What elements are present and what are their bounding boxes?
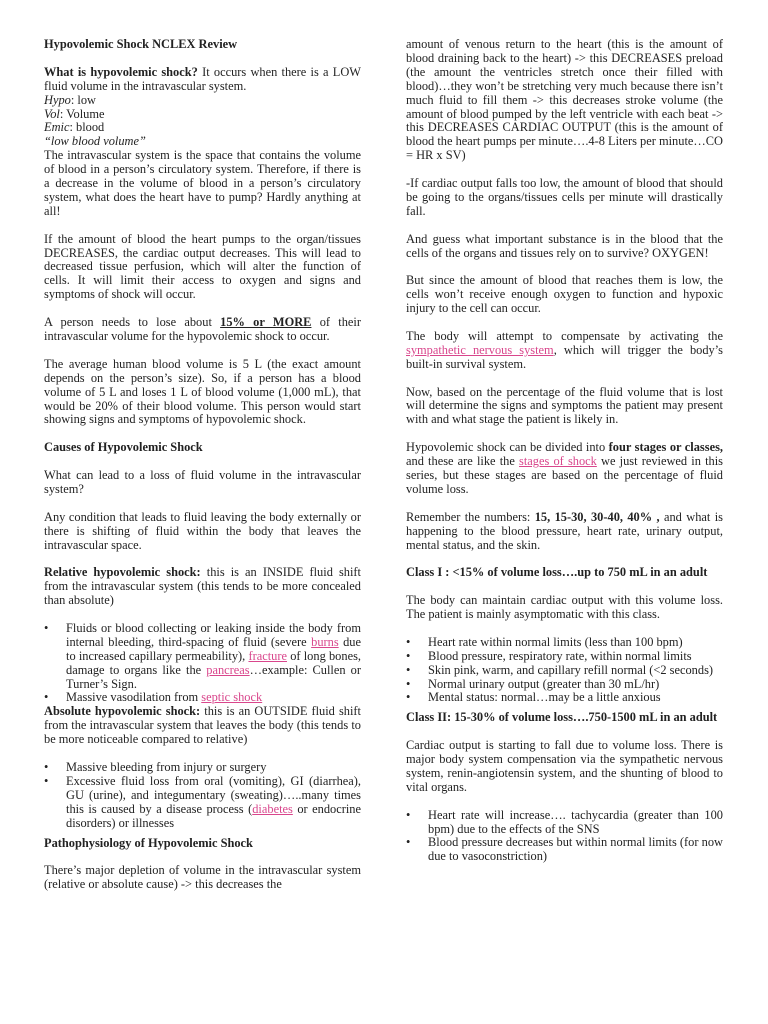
class-1-description: The body can maintain cardiac output with this volume loss. The patient is mainly asymptomatic with this class. — [406, 593, 723, 622]
list-item: • Skin pink, warm, and capillary refill normal (<2 seconds) — [428, 664, 723, 678]
class-1-heading: Class I : <15% of volume loss….up to 750 mL in an adult — [406, 565, 708, 580]
pathophysiology-intro: There’s major depletion of volume in the intravascular system (relative or absolute cause) -> this decreases the — [44, 863, 361, 892]
remember-numbers-paragraph: Remember the numbers: 15, 15-30, 30-40, 40% , and what is happening to the blood pressure, heart rate, urinary output, mental status, and the skin. — [406, 509, 723, 552]
hypoxic-injury-paragraph: But since the amount of blood that reaches them is low, the cells won’t receive enough oxygen to function and hypoxic injury to the cell can occur. — [406, 273, 723, 316]
compensation-paragraph: The body will attempt to compensate by activating the sympathetic nervous system, which will trigger the body’s built-in survival system. — [406, 328, 723, 371]
class-2-list — [406, 809, 723, 865]
list-item: • Mental status: normal…may be a little anxious — [428, 691, 723, 705]
causes-any-condition: Any condition that leads to fluid leaving the body externally or there is shifting of fluid within the body that leaves the intravascular space. — [44, 509, 361, 552]
right-column — [406, 38, 723, 864]
volume-loss-paragraph: A person needs to lose about 15% or MORE of their intravascular volume for the hypovolemic shock to occur. — [44, 315, 361, 343]
sympathetic-nervous-system-link[interactable]: sympathetic nervous system — [406, 342, 554, 357]
list-item: • Heart rate will increase…. tachycardia (greater than 100 bpm) due to the effects of the SNS — [428, 809, 723, 837]
burns-link[interactable]: burns — [311, 634, 339, 649]
relative-shock-paragraph: Relative hypovolemic shock: this is an INSIDE fluid shift from the intravascular system (this tends to be more concealed than absolute) — [44, 565, 361, 608]
causes-question: What can lead to a loss of fluid volume in the intravascular system? — [44, 468, 361, 496]
causes-heading: Causes of Hypovolemic Shock — [44, 440, 203, 455]
list-item: • Fluids or blood collecting or leaking inside the body from internal bleeding, third-spacing of fluid (severe burns due to increased capillary permeability), fracture of long bones, damage to organs like the pancreas…example: Cullen or Turner’s Sign. — [66, 622, 361, 692]
list-item: • Massive bleeding from injury or surgery — [66, 761, 361, 775]
definition-question: What is hypovolemic shock? — [44, 64, 198, 79]
absolute-causes-list — [44, 761, 361, 831]
term-hypo: Hypo: low — [44, 92, 96, 107]
term-quote: “low blood volume” — [44, 134, 146, 149]
list-item: • Heart rate within normal limits (less than 100 bpm) — [428, 636, 723, 650]
list-item: • Blood pressure, respiratory rate, within normal limits — [428, 650, 723, 664]
oxygen-paragraph: And guess what important substance is in the blood that the cells of the organs and tissues rely on to survive? OXYGEN! — [406, 231, 723, 260]
list-item: • Excessive fluid loss from oral (vomiting), GI (diarrhea), GU (urine), and integumentary (sweating)…..many times this is caused by a disease process (diabetes or endocrine disorders) or illnesses — [66, 775, 361, 831]
list-item: • Normal urinary output (greater than 30 mL/hr) — [428, 678, 723, 692]
list-item: • Blood pressure decreases but within normal limits (for now due to vasoconstriction) — [428, 836, 723, 864]
pathophysiology-continued: amount of venous return to the heart (this is the amount of blood draining back to the heart) -> this DECREASES preload (the amount the ventricles stretch once their filled with blood)…they won’t be stretching very much because there isn’t much fluid to fill them -> this decreases stroke volume (the amount of blood pumped by the left ventricle with each beat -> this DECREASES CARDIAC OUTPUT (this is the amount of blood the heart pumps per minute….4-8 Liters per minute…CO = HR x SV) — [406, 37, 723, 163]
cardiac-output-paragraph: If the amount of blood the heart pumps to the organ/tissues DECREASES, the cardiac output decreases. This will lead to decreased tissue perfusion, which will alter the function of cells. It will limit their access to oxygen and signs and symptoms of shock will occur. — [44, 231, 361, 302]
blood-volume-paragraph: The average human blood volume is 5 L (the exact amount depends on the person’s size). So, if a person has a blood volume of 5 L and loses 1 L of blood volume (1,000 mL), that would be 20% of their blood volume. This person would start showing signs and symptoms of hypovolemic shock. — [44, 356, 361, 427]
relative-causes-list — [44, 622, 361, 705]
term-vol: Vol: Volume — [44, 106, 105, 121]
diabetes-link[interactable]: diabetes — [252, 801, 293, 816]
list-item: • Massive vasodilation from septic shock — [66, 691, 361, 705]
septic-shock-link[interactable]: septic shock — [201, 690, 263, 705]
definition-paragraph — [44, 66, 361, 94]
class-2-heading: Class II: 15-30% of volume loss….750-1500 mL in an adult — [406, 710, 718, 725]
definition-answer: It occurs when there is a LOW fluid volume in the intravascular system. — [44, 64, 361, 93]
fracture-link[interactable]: fracture — [248, 648, 287, 663]
volume-loss-threshold: 15% or MORE — [220, 315, 312, 330]
class-1-list — [406, 636, 723, 706]
intravascular-paragraph: The intravascular system is the space that contains the volume of blood in a person’s circulatory system. Therefore, if there is a decrease in the volume of blood in a person’s circulatory system, what does the heart have to pump? Hardly anything at all! — [44, 148, 361, 218]
page-title: Hypovolemic Shock NCLEX Review — [44, 37, 238, 51]
stages-of-shock-link[interactable]: stages of shock — [519, 454, 597, 469]
left-column — [44, 38, 361, 892]
stages-paragraph: Hypovolemic shock can be divided into four stages or classes, and these are like the stages of shock we just reviewed in this series, but these stages are based on the percentage of fluid volume loss. — [406, 440, 723, 496]
class-2-description: Cardiac output is starting to fall due to volume loss. There is major body system compensation via the sympathetic nervous system, renin-angiotensin system, and the shunting of blood to vital organs. — [406, 738, 723, 794]
pathophysiology-heading: Pathophysiology of Hypovolemic Shock — [44, 835, 253, 850]
term-emic: Emic: blood — [44, 120, 105, 135]
pancreas-link[interactable]: pancreas — [206, 662, 250, 677]
absolute-shock-paragraph: Absolute hypovolemic shock: this is an OUTSIDE fluid shift from the intravascular system that leaves the body (this tends to be more noticeable compared to relative) — [44, 704, 361, 747]
fluid-loss-stage-paragraph: Now, based on the percentage of the fluid volume that is lost will determine the signs and symptoms the patient may present with and what stage the patient is likely in. — [406, 384, 723, 427]
cardiac-output-falls-paragraph: -If cardiac output falls too low, the amount of blood that should be going to the organs/tissues cells per minute will drastically fall. — [406, 176, 723, 218]
